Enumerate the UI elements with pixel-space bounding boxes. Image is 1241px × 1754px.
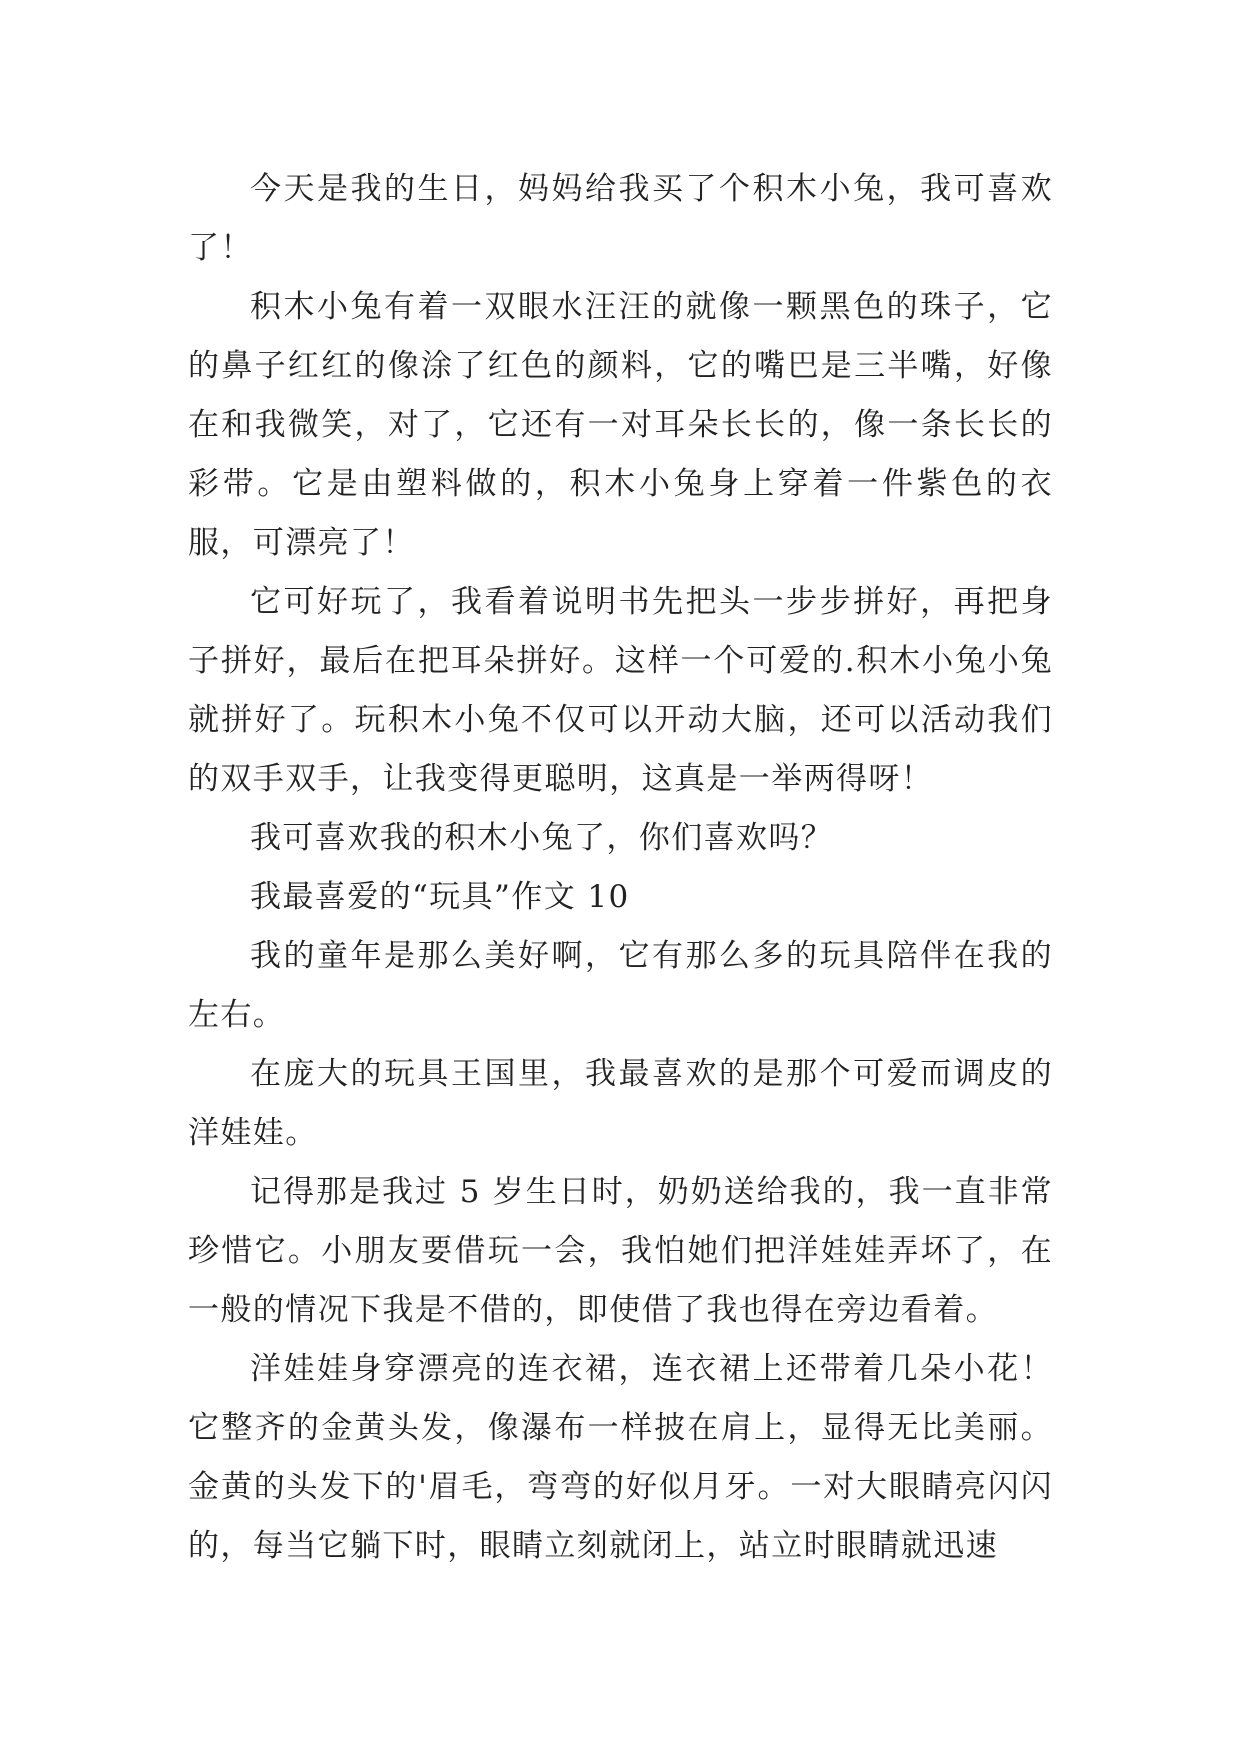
paragraph: 今天是我的生日，妈妈给我买了个积木小兔，我可喜欢了！ — [188, 171, 1053, 266]
paragraph: 我可喜欢我的积木小兔了，你们喜欢吗？ — [250, 820, 834, 856]
essay-heading: 我最喜爱的“玩具”作文 10 — [250, 879, 630, 915]
paragraph: 洋娃娃身穿漂亮的连衣裙，连衣裙上还带着几朵小花！它整齐的金黄头发，像瀑布一样披在肩上，显得无比美丽。金黄的头发下的'眉毛，弯弯的好似月牙。一对大眼睛亮闪闪的，每当它躺下时，眼睛立刻就闭上，站立时眼睛就迅速 — [188, 1351, 1053, 1564]
paragraph: 我的童年是那么美好啊，它有那么多的玩具陪伴在我的左右。 — [188, 938, 1053, 1033]
paragraph: 它可好玩了，我看着说明书先把头一步步拼好，再把身子拼好，最后在把耳朵拼好。这样一个可爱的.积木小兔小兔就拼好了。玩积木小兔不仅可以开动大脑，还可以活动我们的双手双手，让我变得更聪明，这真是一举两得呀！ — [188, 584, 1053, 797]
document-body — [188, 160, 1053, 1576]
paragraph: 记得那是我过 5 岁生日时，奶奶送给我的，我一直非常珍惜它。小朋友要借玩一会，我怕她们把洋娃娃弄坏了，在一般的情况下我是不借的，即使借了我也得在旁边看着。 — [188, 1174, 1053, 1328]
paragraph: 在庞大的玩具王国里，我最喜欢的是那个可爱而调皮的洋娃娃。 — [188, 1056, 1053, 1151]
paragraph: 积木小兔有着一双眼水汪汪的就像一颗黑色的珠子，它的鼻子红红的像涂了红色的颜料，它的嘴巴是三半嘴，好像在和我微笑，对了，它还有一对耳朵长长的，像一条长长的彩带。它是由塑料做的，积木小兔身上穿着一件紫色的衣服，可漂亮了！ — [188, 289, 1053, 561]
